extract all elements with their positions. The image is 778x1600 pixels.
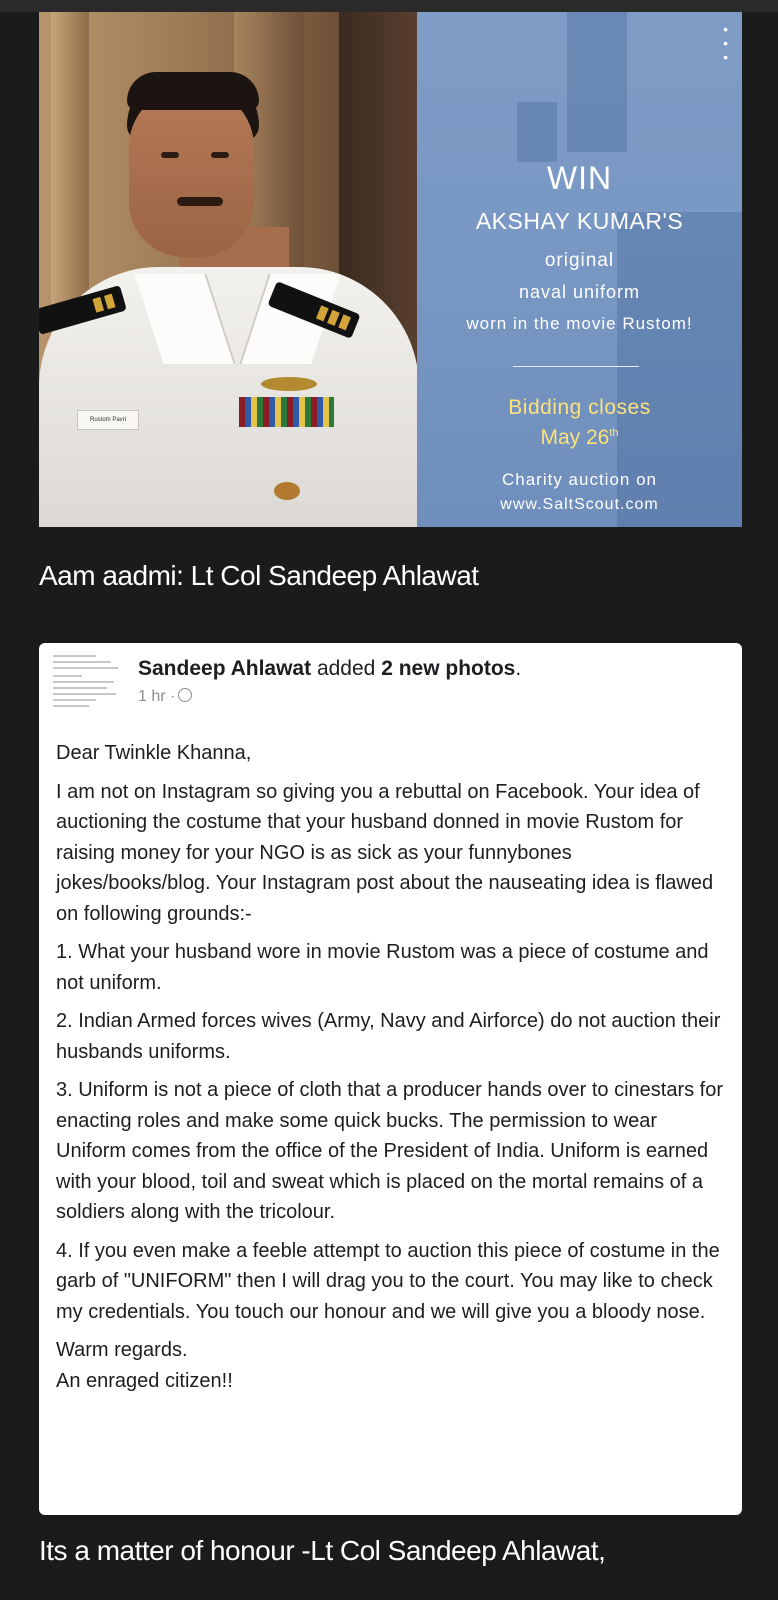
ad-site-link[interactable]: www.SaltScout.com — [500, 496, 659, 513]
post-time[interactable]: 1 hr · — [138, 688, 176, 705]
globe-icon — [178, 688, 192, 702]
nameplate: Rustom Pavri — [77, 410, 139, 430]
facebook-post-card — [39, 643, 742, 1515]
auction-ad-image — [39, 12, 742, 527]
ad-bidding: Bidding closes — [508, 396, 651, 419]
post-paragraph: 1. What your husband wore in movie Rustom was a piece of costume and not uniform. — [56, 941, 709, 994]
ad-info-panel — [417, 12, 742, 527]
ad-line3: worn in the movie Rustom! — [466, 314, 693, 333]
ad-line1: original — [544, 250, 615, 271]
ad-line2: naval uniform — [518, 282, 641, 302]
more-options-icon[interactable]: • • • — [723, 21, 728, 65]
photos-link[interactable]: 2 new photos — [381, 657, 516, 680]
post-paragraph: Warm regards. — [56, 1339, 188, 1361]
heading-aam-aadmi: Aam aadmi: Lt Col Sandeep Ahlawat — [39, 560, 479, 591]
post-paragraph: 3. Uniform is not a piece of cloth that a producer hands over to cinestars for enacting roles and make some quick bucks. The permission to wear Uniform comes from the office of the President of India. Uniform is earned with your blood, toil and sweat which is placed on the mortal remains of a soldiers along with the tricolour. — [56, 1079, 724, 1223]
post-signoff: An enraged citizen!! — [56, 1369, 233, 1392]
post-paragraph: Dear Twinkle Khanna, — [56, 742, 252, 764]
ad-win: WIN — [546, 160, 613, 196]
post-body — [56, 738, 731, 1404]
wings-insignia — [261, 377, 317, 391]
actor-photo — [39, 12, 419, 527]
post-meta — [138, 688, 192, 706]
post-paragraph: 2. Indian Armed forces wives (Army, Navy and Airforce) do not auction their husbands uniforms. — [56, 1010, 721, 1063]
author-link[interactable]: Sandeep Ahlawat — [138, 657, 312, 680]
ad-date: May 26th — [540, 426, 619, 449]
ad-name: AKSHAY KUMAR'S — [475, 208, 684, 234]
divider — [513, 366, 639, 367]
post-paragraph: 4. If you even make a feeble attempt to auction this piece of costume in the garb of "UNIFORM" then I will drag you to the court. You may like to check my credentials. You touch our honour and we will give you a bloody nose. — [56, 1239, 720, 1323]
post-paragraph: I am not on Instagram so giving you a rebuttal on Facebook. Your idea of auctioning the costume that your husband donned in movie Rustom for raising money for your NGO is as sick as your funnybones jokes/books/blog. Your Instagram post about the nauseating idea is flawed on following grounds:- — [56, 780, 714, 925]
top-bar — [0, 0, 778, 12]
heading-matter-of-honour: Its a matter of honour -Lt Col Sandeep Ahlawat, — [39, 1535, 606, 1566]
ad-charity: Charity auction on — [501, 470, 658, 489]
photo-thumbnail[interactable] — [53, 651, 125, 713]
post-header: Sandeep Ahlawat added 2 new photos. — [138, 657, 522, 680]
medal-ribbons — [239, 397, 334, 427]
